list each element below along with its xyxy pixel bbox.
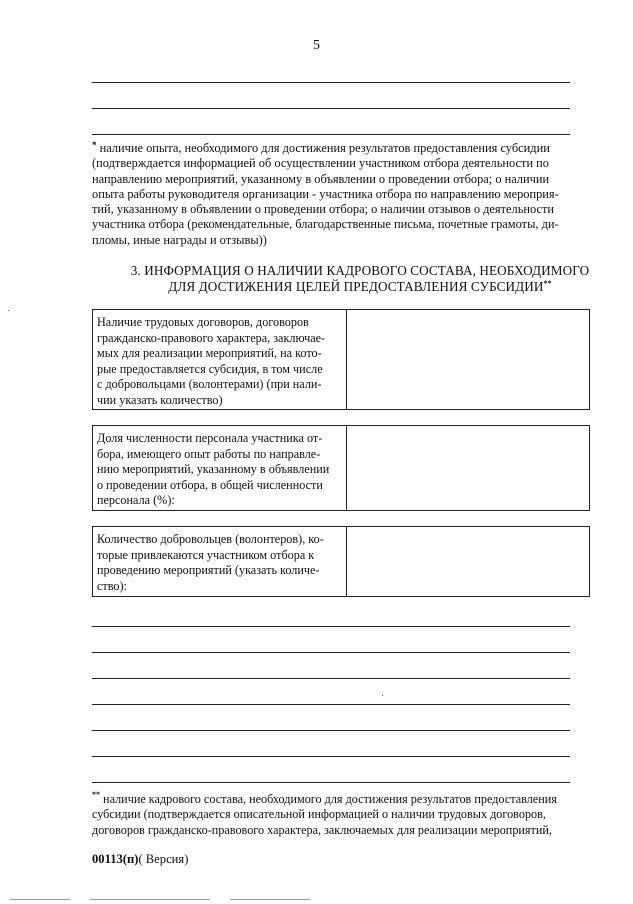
heading-line-1: 3. ИНФОРМАЦИЯ О НАЛИЧИИ КАДРОВОГО СОСТАВА, НЕОБХОДИМОГО xyxy=(130,263,590,278)
blank-line xyxy=(92,82,570,83)
label-line: проведению мероприятий (указать количе- xyxy=(97,563,320,578)
label-line: нию мероприятий, указанному в объявлении xyxy=(97,462,330,477)
label-line: ство): xyxy=(97,578,127,593)
label-line: Количество добровольцев (волонтеров), ко- xyxy=(97,532,324,546)
form-code xyxy=(92,852,188,867)
scan-edge-artifact xyxy=(0,896,633,904)
label-line: Наличие трудовых договоров, договоров xyxy=(97,315,309,329)
footnote-marker: * xyxy=(92,140,97,150)
staff-share-field xyxy=(92,425,590,511)
blank-line xyxy=(92,678,570,679)
form-number: 00113(п) xyxy=(92,852,139,866)
para-line: пломы, иные награды и отзывы)) xyxy=(92,232,267,247)
volunteers-count-field xyxy=(92,526,590,597)
blank-line xyxy=(92,626,570,627)
para-line: опыта работы руководителя организации - участника отбора по направлению мероприя- xyxy=(92,186,559,201)
label-line: персонала (%): xyxy=(97,493,175,508)
blank-line xyxy=(92,704,570,705)
footnote-marker: ** xyxy=(92,790,100,799)
field-label xyxy=(93,426,347,510)
staff-share-value[interactable] xyxy=(347,426,589,510)
form-version: ( Версия) xyxy=(138,852,189,866)
blank-line xyxy=(92,730,570,731)
label-line: мых для реализации мероприятий, на кото- xyxy=(97,346,322,361)
para-line: участника отбора (рекомендательные, благодарственные письма, почетные грамоты, ди- xyxy=(92,217,559,232)
para-line: направлению мероприятий, указанному в объявлении о проведении отбора; о наличии xyxy=(92,171,550,186)
staff-contracts-value[interactable] xyxy=(347,310,589,409)
footnote-line: договоров гражданско-правового характера, заключаемых для реализации мероприятий, xyxy=(92,822,552,837)
scan-speck xyxy=(382,695,383,696)
page-number: 5 xyxy=(313,38,320,53)
label-line: гражданско-правового характера, заключае- xyxy=(97,330,326,345)
section-heading xyxy=(120,263,600,295)
experience-footnote xyxy=(92,141,570,248)
staff-footnote xyxy=(92,792,592,838)
blank-line xyxy=(92,782,570,783)
label-line: рые предоставляется субсидия, в том числе xyxy=(97,361,323,376)
staff-contracts-field xyxy=(92,309,590,410)
field-label xyxy=(93,310,347,409)
footnote-line: субсидии (подтверждается описательной информацией о наличии трудовых договоров, xyxy=(92,807,546,822)
field-label xyxy=(93,527,347,596)
label-line: с добровольцами (волонтерами) (при нали- xyxy=(97,377,322,392)
heading-line-2: ДЛЯ ДОСТИЖЕНИЯ ЦЕЛЕЙ ПРЕДОСТАВЛЕНИЯ СУБСИДИИ xyxy=(168,279,544,294)
blank-line xyxy=(92,108,570,109)
volunteers-count-value[interactable] xyxy=(347,527,589,596)
footnote-line: наличие кадрового состава, необходимого для достижения результатов предоставления xyxy=(100,792,557,806)
label-line: бора, имеющего опыт работы по направле- xyxy=(97,446,321,461)
blank-line xyxy=(92,134,570,135)
para-line: тий, указанному в объявлении о проведении отбора; о наличии отзывов о деятельности xyxy=(92,202,555,217)
scan-speck xyxy=(8,310,9,311)
blank-line xyxy=(92,756,570,757)
label-line: о проведении отбора, в общей численности xyxy=(97,477,323,492)
para-line: наличие опыта, необходимого для достижения результатов предоставления субсидии xyxy=(96,141,550,155)
para-line: (подтверждается информацией об осуществлении участником отбора деятельности по xyxy=(92,156,549,171)
blank-line xyxy=(92,652,570,653)
label-line: Доля численности персонала участника от- xyxy=(97,431,323,445)
label-line: торые привлекаются участником отбора к xyxy=(97,547,315,562)
label-line: чии указать количество) xyxy=(97,392,223,407)
heading-marker: ** xyxy=(543,279,552,288)
